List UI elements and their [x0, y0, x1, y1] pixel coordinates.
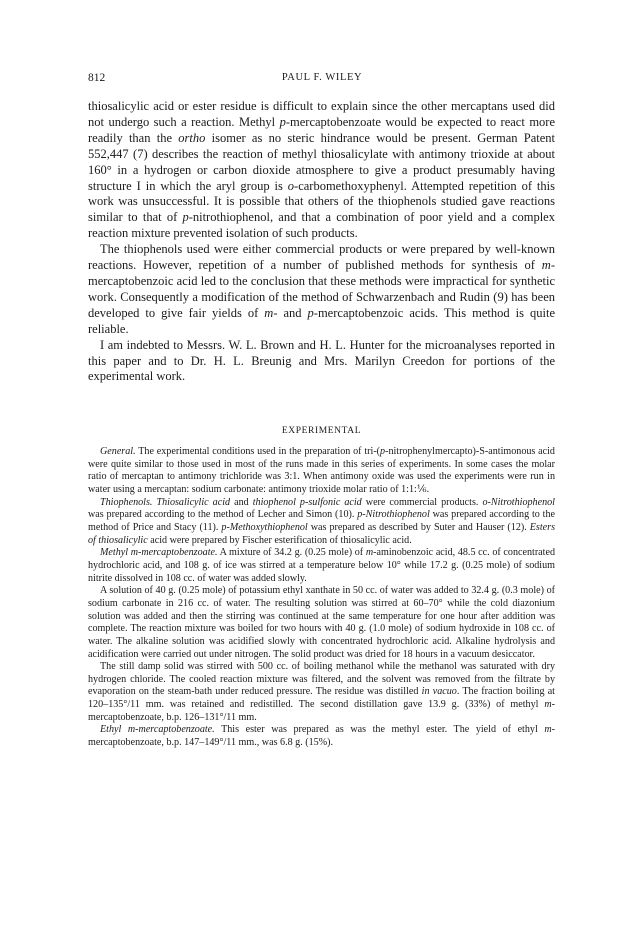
- paragraph-ethyl-ester: Ethyl m-mercaptobenzoate. This ester was prepared as was the methyl ester. The yield of ethyl m-mercaptobenzoate, b.p. 147–149°/11 mm., was 6.8 g. (15%).: [88, 724, 555, 749]
- paragraph-xanthate: A solution of 40 g. (0.25 mole) of potassium ethyl xanthate in 50 cc. of water was added to 32.4 g. (0.3 mole) of sodium carbonate in 216 cc. of water. The resulting solution was stirred at 60–70° while the cold diazonium solution was added and then the stirring was continued at the same temperature for one hour after addition was complete. The reaction mixture was boiled for two hours with 40 g. (1.0 mole) of sodium hydroxide in 108 cc. of water. The alkaline solution was acidified slowly with concentrated hydrochloric acid. Alkaline hydrolysis and acidification were carried out under nitrogen. The solid product was dried for 18 hours in a vacuum desiccator.: [88, 585, 555, 660]
- paragraph-general: General. The experimental conditions used in the preparation of tri-(p-nitrophenylmercapto)-S-antimonous acid were quite similar to those used in most of the runs made in this series of experiments. In some cases the molar ratio of mercaptan to antimony trichloride was 3:1. When antimony oxide was used the experiments were run in water using a mercaptan: sodium carbonate: antimony trioxide molar ratio of 1:1:⅙.: [88, 446, 555, 495]
- section-heading-experimental: EXPERIMENTAL: [281, 426, 362, 436]
- body-text: [88, 99, 555, 385]
- experimental-text: [88, 446, 555, 750]
- paragraph-thiophenols: The thiophenols used were either commercial products or were prepared by well-known reactions. However, repetition of a number of published methods for synthesis of m-mercaptobenzoic acid led to the conclusion that these methods were impractical for synthetic work. Consequently a modification of the method of Schwarzenbach and Rudin (9) has been developed to give fair yields of m- and p-mercaptobenzoic acids. This method is quite reliable.: [88, 242, 555, 336]
- paragraph-acknowledgments: I am indebted to Messrs. W. L. Brown and H. L. Hunter for the microanalyses reported in this paper and to Dr. H. L. Breunig and Mrs. Marilyn Creedon for portions of the experimental work.: [88, 337, 555, 384]
- paragraph-discussion: thiosalicylic acid or ester residue is difficult to explain since the other mercaptans used did not undergo such a reaction. Methyl p-mercaptobenzoate would be expected to react more readily than the ortho isomer as no steric hindrance would be present. German Patent 552,447 (7) describes the reaction of methyl thiosalicylate with antimony trioxide at about 160° in a hydrogen or carbon dioxide atmosphere to give a product presumably having structure I in which the aryl group is o-carbomethoxyphenyl. Attempted repetition of this work was unsuccessful. It is possible that others of the thiophenols studied gave reactions similar to that of p-nitrothiophenol, and that a combination of poor yield and a complex reaction mixture prevented isolation of such products.: [88, 99, 556, 241]
- page-number: 812: [88, 72, 106, 84]
- page-header: [88, 72, 556, 88]
- paragraph-esterification: The still damp solid was stirred with 500 cc. of boiling methanol while the methanol was saturated with dry hydrogen chloride. The cooled reaction mixture was filtered, and the solvent was removed from the filtrate by evaporation on the steam-bath under reduced pressure. The residue was distilled in vacuo. The fraction boiling at 120–135°/11 mm. was retained and redistilled. The second distillation gave 13.9 g. (33%) of methyl m-mercaptobenzoate, b.p. 126–131°/11 mm.: [88, 661, 555, 723]
- running-head: PAUL F. WILEY: [281, 72, 363, 83]
- paragraph-methyl-ester: Methyl m-mercaptobenzoate. A mixture of 34.2 g. (0.25 mole) of m-aminobenzoic acid, 48.5 cc. of concentrated hydrochloric acid, and 108 g. of ice was stirred at a temperature below 10° while 17.2 g. (0.25 mole) of sodium nitrite dissolved in 108 cc. of water was added slowly.: [88, 547, 555, 584]
- paragraph-thiophenol-sources: Thiophenols. Thiosalicylic acid and thiophenol p-sulfonic acid were commercial products. o-Nitrothiophenol was prepared according to the method of Lecher and Simon (10). p-Nitrothiophenol was prepared according to the method of Price and Stacy (11). p-Methoxythiophenol was prepared as described by Suter and Hauser (12). Esters of thiosalicylic acid were prepared by Fischer esterification of thiosalicylic acid.: [88, 496, 555, 546]
